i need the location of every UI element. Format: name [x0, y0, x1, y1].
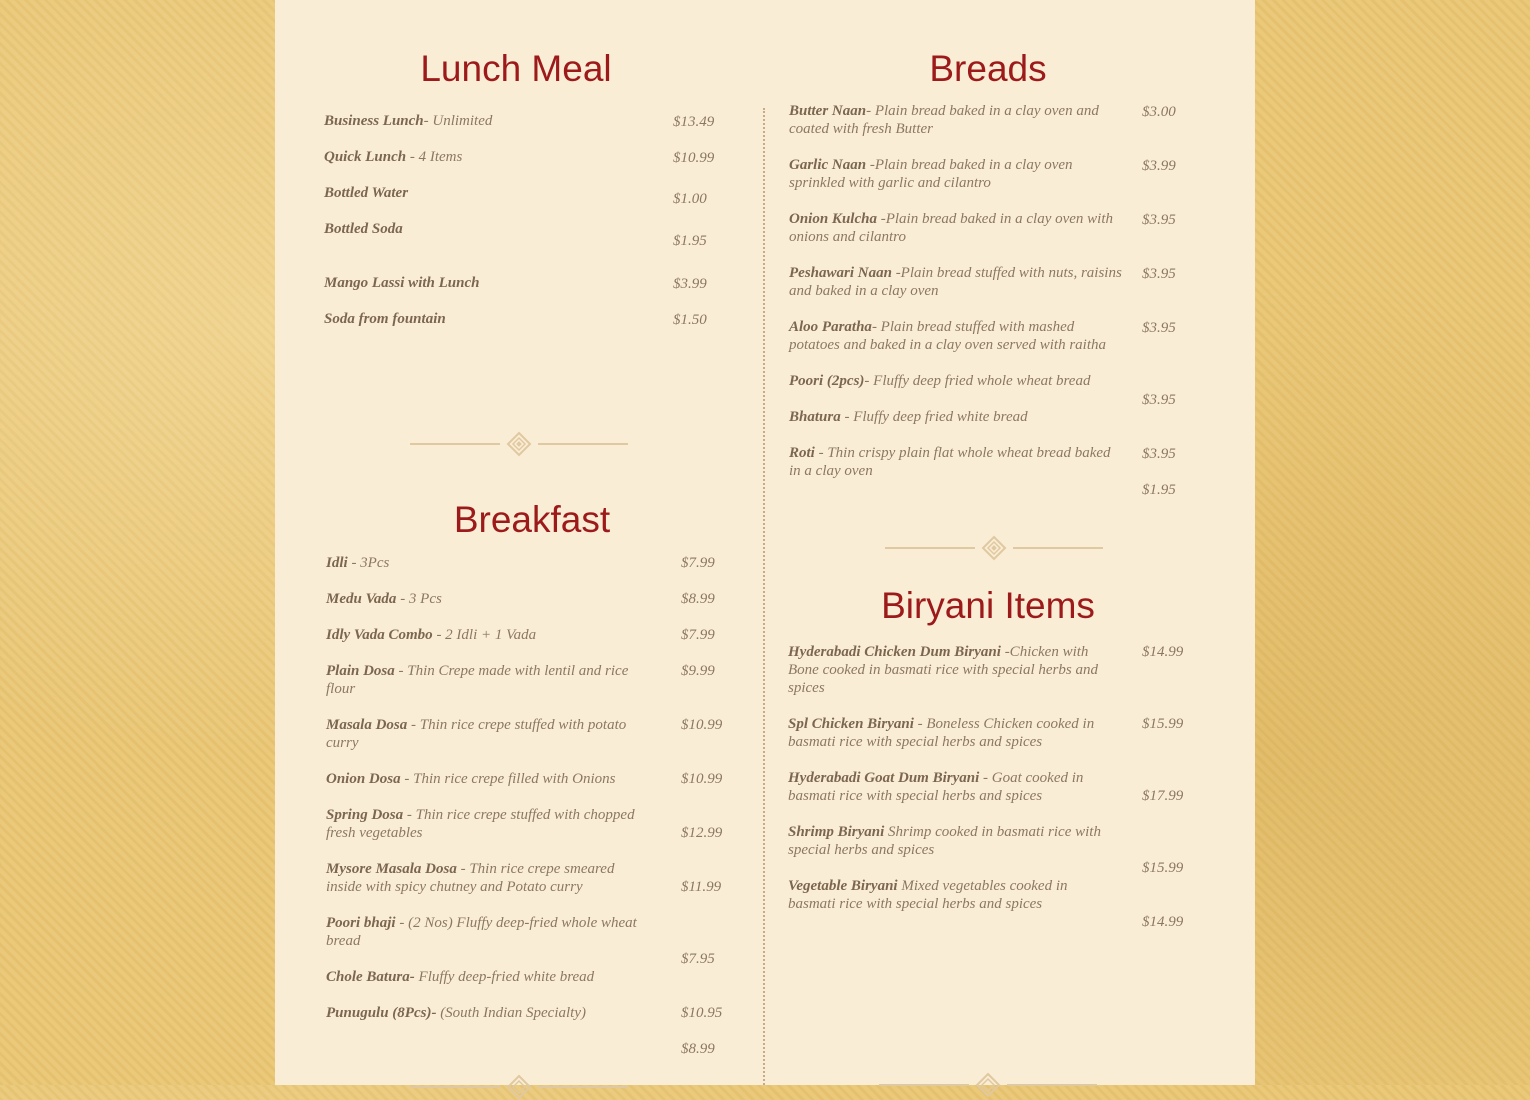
menu-page — [275, 0, 1255, 1085]
item-price: $1.95 — [673, 233, 707, 249]
section-title-breads: Breads — [929, 48, 1047, 89]
item-price: $3.99 — [673, 276, 707, 292]
menu-item: Vegetable Biryani Mixed vegetables cooked in basmati rice with special herbs and spices — [788, 878, 1068, 912]
menu-item: Idli - 3Pcs — [326, 555, 390, 571]
diamond-divider-icon — [879, 1072, 1097, 1098]
item-price: $1.50 — [673, 312, 707, 328]
item-price: $8.99 — [681, 591, 715, 607]
menu-item: Shrimp Biryani Shrimp cooked in basmati rice with special herbs and spices — [788, 824, 1101, 858]
item-price: $14.99 — [1142, 914, 1184, 930]
menu-item: Onion Kulcha -Plain bread baked in a clay oven with onions and cilantro — [789, 211, 1114, 245]
menu-item: Poori (2pcs)- Fluffy deep fried whole wheat bread — [789, 373, 1091, 389]
item-price: $14.99 — [1142, 644, 1184, 660]
item-price: $12.99 — [681, 825, 723, 841]
item-price: $13.49 — [673, 114, 715, 130]
item-price: $10.99 — [673, 150, 715, 166]
item-price: $15.99 — [1142, 716, 1184, 732]
item-price: $17.99 — [1142, 788, 1184, 804]
column-divider — [763, 108, 765, 1085]
item-price: $1.95 — [1142, 482, 1176, 498]
item-price: $3.95 — [1142, 266, 1176, 282]
diamond-divider-icon — [410, 1074, 628, 1100]
menu-item: Hyderabadi Goat Dum Biryani - Goat cooked in basmati rice with special herbs and spices — [788, 770, 1084, 804]
diamond-divider-icon — [410, 431, 628, 457]
menu-item: Spring Dosa - Thin rice crepe stuffed with chopped fresh vegetables — [326, 807, 635, 841]
menu-item: Garlic Naan -Plain bread baked in a clay oven sprinkled with garlic and cilantro — [789, 157, 1073, 191]
menu-item: Punugulu (8Pcs)- (South Indian Specialty) — [326, 1005, 586, 1021]
item-price: $7.95 — [681, 951, 715, 967]
item-price: $3.95 — [1142, 446, 1176, 462]
item-price: $10.99 — [681, 717, 723, 733]
menu-item: Spl Chicken Biryani - Boneless Chicken cooked in basmati rice with special herbs and spices — [788, 716, 1095, 750]
menu-item: Onion Dosa - Thin rice crepe filled with Onions — [326, 771, 616, 787]
item-price: $3.99 — [1142, 158, 1176, 174]
item-price: $7.99 — [681, 555, 715, 571]
menu-item: Bottled Water — [324, 185, 409, 201]
section-title-breakfast: Breakfast — [453, 499, 611, 540]
section-title-biryani: Biryani Items — [881, 585, 1095, 626]
menu-item: Bhatura - Fluffy deep fried white bread — [789, 409, 1028, 425]
item-price: $9.99 — [681, 663, 715, 679]
item-price: $3.95 — [1142, 392, 1176, 408]
menu-item: Masala Dosa - Thin rice crepe stuffed with potato curry — [326, 717, 627, 751]
menu-item: Roti - Thin crispy plain flat whole wheat bread baked in a clay oven — [789, 445, 1111, 479]
menu-item: Bottled Soda — [324, 221, 403, 237]
menu-item: Poori bhaji - (2 Nos) Fluffy deep-fried whole wheat bread — [326, 915, 637, 949]
menu-item: Plain Dosa - Thin Crepe made with lentil and rice flour — [326, 663, 629, 697]
diamond-divider-icon — [885, 535, 1103, 561]
menu-item: Aloo Paratha- Plain bread stuffed with mashed potatoes and baked in a clay oven served with raitha — [789, 319, 1107, 353]
menu-item: Hyderabadi Chicken Dum Biryani -Chicken with Bone cooked in basmati rice with special herbs and spices — [788, 644, 1098, 696]
item-price: $3.95 — [1142, 212, 1176, 228]
item-price: $1.00 — [673, 191, 707, 207]
item-price: $8.99 — [681, 1041, 715, 1057]
menu-item: Quick Lunch - 4 Items — [324, 149, 463, 165]
menu-item: Butter Naan- Plain bread baked in a clay oven and coated with fresh Butter — [789, 103, 1099, 137]
item-price: $11.99 — [681, 879, 722, 895]
item-price: $10.99 — [681, 771, 723, 787]
item-price: $3.95 — [1142, 320, 1176, 336]
section-title-lunch: Lunch Meal — [420, 48, 612, 89]
menu-item: Business Lunch- Unlimited — [324, 113, 493, 129]
menu-item: Soda from fountain — [324, 311, 446, 327]
item-price: $7.99 — [681, 627, 715, 643]
menu-item: Mysore Masala Dosa - Thin rice crepe smeared inside with spicy chutney and Potato curry — [326, 861, 615, 895]
menu-item: Idly Vada Combo - 2 Idli + 1 Vada — [326, 627, 537, 643]
item-price: $15.99 — [1142, 860, 1184, 876]
menu-item: Medu Vada - 3 Pcs — [326, 591, 442, 607]
menu-item: Mango Lassi with Lunch — [324, 275, 480, 291]
item-price: $3.00 — [1142, 104, 1176, 120]
item-price: $10.95 — [681, 1005, 723, 1021]
menu-item: Chole Batura- Fluffy deep-fried white bread — [326, 969, 595, 985]
menu-item: Peshawari Naan -Plain bread stuffed with nuts, raisins and baked in a clay oven — [789, 265, 1122, 299]
